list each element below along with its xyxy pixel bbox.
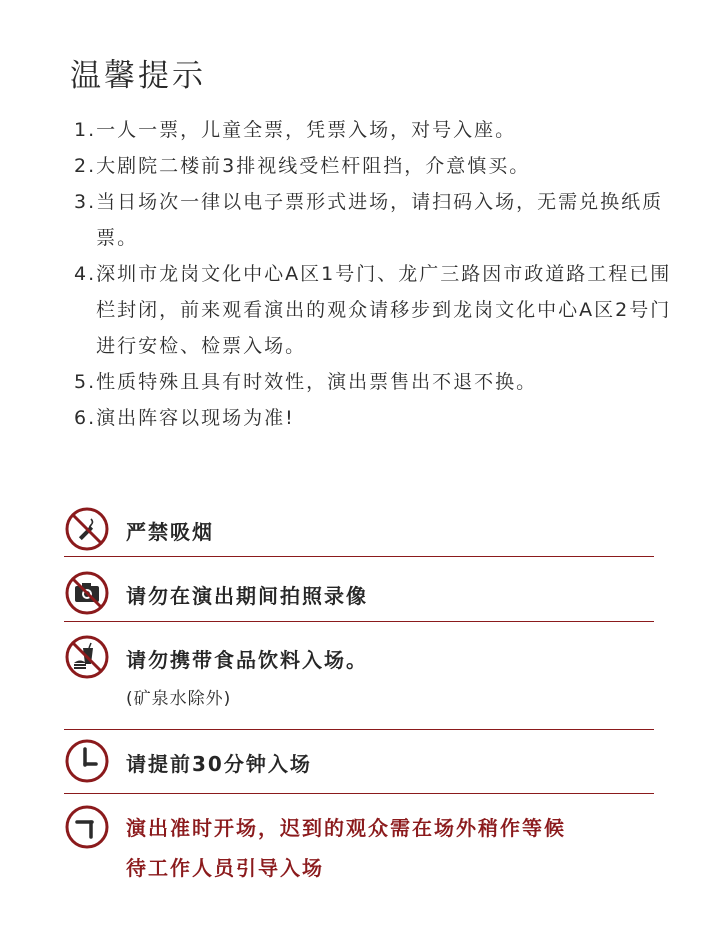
notice-number: 1.	[74, 119, 97, 141]
notice-item	[74, 184, 686, 256]
notice-text: 当日场次一律以电子票形式进场，请扫码入场，无需兑换纸质票。	[96, 191, 664, 249]
notice-number: 4.	[74, 263, 97, 285]
rule-label: 待工作人员引导入场	[126, 856, 324, 880]
divider	[64, 556, 654, 557]
divider	[64, 729, 654, 730]
rule-no-food	[64, 634, 654, 714]
notice-number: 2.	[74, 155, 97, 177]
notice-item	[74, 256, 686, 364]
rule-label: 请勿在演出期间拍照录像	[126, 584, 368, 608]
clock-icon	[64, 738, 110, 784]
notice-list	[74, 112, 686, 436]
notice-text: 性质特殊且具有时效性，演出票售出不退不换。	[96, 371, 538, 393]
divider	[64, 793, 654, 794]
notice-item	[74, 112, 686, 148]
divider	[64, 621, 654, 622]
notice-text: 深圳市龙岗文化中心A区1号门、龙广三路因市政道路工程已围栏封闭，前来观看演出的观众请移步到龙岗文化中心A区2号门进行安检、检票入场。	[96, 263, 672, 357]
rule-label: 演出准时开场，迟到的观众需在场外稍作等候	[126, 816, 566, 840]
rule-arrive-early	[64, 738, 654, 784]
no-camera-icon	[64, 570, 110, 616]
notice-item	[74, 400, 686, 436]
rule-late-entry	[64, 804, 654, 886]
no-food-icon	[64, 634, 110, 680]
notice-text: 演出阵容以现场为准!	[96, 407, 295, 429]
notice-item	[74, 148, 686, 184]
rule-note: (矿泉水除外)	[126, 689, 232, 709]
late-clock-icon	[64, 804, 110, 850]
rule-label: 请提前30分钟入场	[126, 752, 312, 776]
notice-text: 一人一票，儿童全票，凭票入场，对号入座。	[96, 119, 517, 141]
notice-number: 5.	[74, 371, 97, 393]
no-smoking-icon	[64, 506, 110, 552]
notice-text: 大剧院二楼前3排视线受栏杆阻挡，介意慎买。	[96, 155, 531, 177]
notice-item	[74, 364, 686, 400]
notice-number: 3.	[74, 191, 97, 213]
rule-no-smoking	[64, 506, 654, 552]
page-title: 温馨提示	[70, 58, 206, 94]
rule-no-photo	[64, 570, 654, 616]
notice-number: 6.	[74, 407, 97, 429]
rule-label: 严禁吸烟	[126, 520, 214, 544]
rule-label: 请勿携带食品饮料入场。	[126, 648, 368, 672]
